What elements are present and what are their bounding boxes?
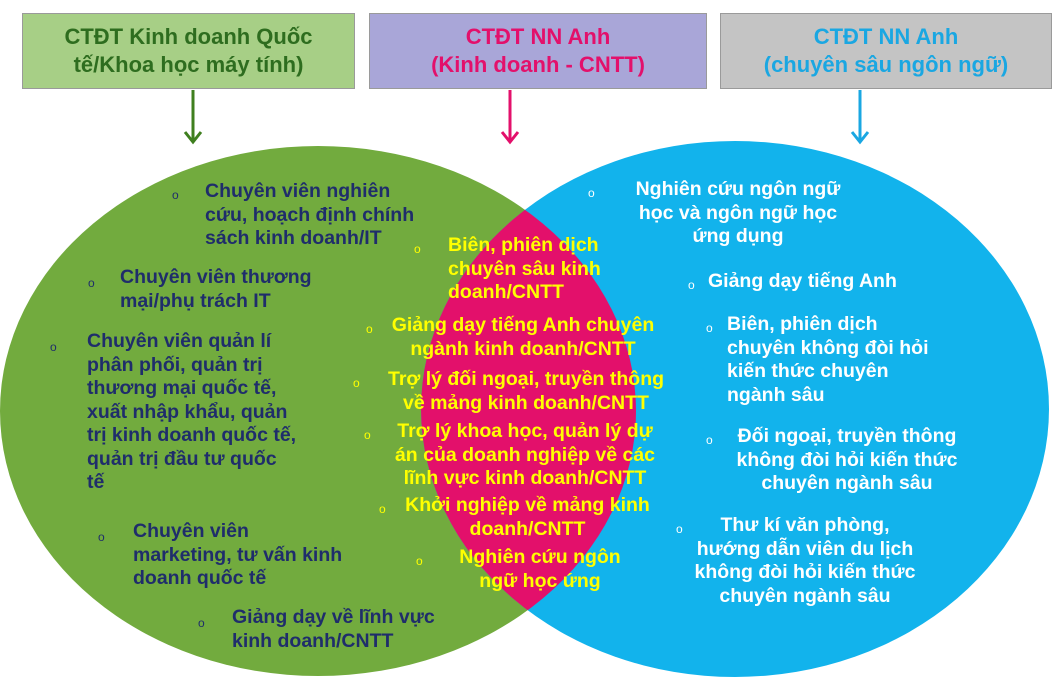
left-item bbox=[88, 266, 312, 313]
middle-item bbox=[364, 420, 680, 491]
item-line: Nghiên cứu ngôn ngữ bbox=[635, 178, 841, 200]
item-line: Chuyên viên thương bbox=[120, 266, 312, 288]
bullet-icon: o bbox=[364, 428, 371, 442]
middle-item bbox=[353, 368, 687, 415]
bullet-icon: o bbox=[379, 502, 386, 516]
item-line: mại/phụ trách IT bbox=[120, 289, 271, 312]
item-line: Chuyên viên bbox=[133, 520, 249, 542]
item-line: tế bbox=[87, 471, 105, 493]
item-line: quản trị đầu tư quốc bbox=[87, 447, 277, 470]
header-line-2: tế/Khoa học máy tính) bbox=[73, 52, 304, 77]
item-line: kiến thức chuyên bbox=[727, 360, 889, 382]
middle-item bbox=[366, 314, 668, 361]
bullet-icon: o bbox=[676, 522, 683, 536]
header-line-2: (chuyên sâu ngôn ngữ) bbox=[763, 52, 1009, 77]
item-line: Thư kí văn phòng, bbox=[720, 514, 890, 536]
bullet-icon: o bbox=[98, 530, 105, 544]
item-line: trị kinh doanh quốc tế, bbox=[87, 424, 297, 446]
arrow-down-middle-icon bbox=[502, 90, 518, 142]
item-line: Chuyên viên nghiên bbox=[205, 180, 391, 202]
bullet-icon: o bbox=[706, 433, 713, 447]
left-item bbox=[198, 606, 435, 653]
item-line: ngữ học ứng bbox=[479, 569, 601, 592]
bullet-icon: o bbox=[198, 616, 205, 630]
bullet-icon: o bbox=[50, 340, 57, 354]
item-line: kinh doanh/CNTT bbox=[232, 629, 394, 652]
item-line: về mảng kinh doanh/CNTT bbox=[403, 391, 649, 414]
header-line-1: CTĐT Kinh doanh Quốc bbox=[64, 24, 313, 49]
item-line: thương mại quốc tế, bbox=[87, 377, 277, 399]
left-item bbox=[172, 180, 415, 251]
item-line: chuyên ngành sâu bbox=[761, 472, 933, 494]
item-line: ngành kinh doanh/CNTT bbox=[410, 337, 636, 360]
item-line: ngành sâu bbox=[727, 383, 825, 406]
header-line-1: CTĐT NN Anh bbox=[465, 24, 611, 49]
item-line: Giảng dạy tiếng Anh chuyên bbox=[391, 314, 655, 336]
item-line: Trợ lý đối ngoại, truyền thông bbox=[387, 368, 665, 390]
item-line: không đòi hỏi kiến thức bbox=[694, 561, 916, 583]
left-item bbox=[98, 520, 343, 591]
right-item bbox=[588, 178, 860, 249]
item-line: doanh/CNTT bbox=[448, 281, 564, 303]
middle-item bbox=[416, 546, 640, 593]
right-item bbox=[688, 270, 897, 294]
item-line: phân phối, quản trị bbox=[87, 353, 263, 376]
item-line: Nghiên cứu ngôn bbox=[459, 546, 621, 568]
item-line: marketing, tư vấn kinh bbox=[133, 543, 343, 566]
item-line: Khởi nghiệp về mảng kinh bbox=[405, 494, 650, 516]
item-line: Đối ngoại, truyền thông bbox=[737, 425, 957, 447]
item-line: doanh/CNTT bbox=[469, 517, 586, 540]
item-line: không đòi hỏi kiến thức bbox=[736, 448, 958, 471]
right-item bbox=[676, 514, 934, 608]
item-line: sách kinh doanh/IT bbox=[205, 227, 382, 249]
item-line: cứu, hoạch định chính bbox=[205, 203, 415, 226]
item-line: xuất nhập khẩu, quản bbox=[87, 400, 288, 423]
item-line: Biên, phiên dịch bbox=[727, 313, 878, 335]
item-line: hướng dẫn viên du lịch bbox=[696, 537, 914, 560]
header-line-2: (Kinh doanh - CNTT) bbox=[431, 52, 645, 77]
bullet-icon: o bbox=[88, 276, 95, 290]
bullet-icon: o bbox=[172, 188, 179, 202]
item-line: Giảng dạy tiếng Anh bbox=[708, 270, 897, 292]
bullet-icon: o bbox=[366, 322, 373, 336]
item-line: án của doanh nghiệp về các bbox=[394, 443, 656, 466]
item-line: chuyên không đòi hỏi bbox=[727, 336, 929, 359]
bullet-icon: o bbox=[688, 278, 695, 292]
right-item bbox=[706, 313, 929, 407]
bullet-icon: o bbox=[588, 186, 595, 200]
right-item bbox=[706, 425, 976, 496]
bullet-icon: o bbox=[353, 376, 360, 390]
item-line: lĩnh vực kinh doanh/CNTT bbox=[403, 467, 647, 489]
bullet-icon: o bbox=[706, 321, 713, 335]
bullet-icon: o bbox=[414, 242, 421, 256]
item-line: doanh quốc tế bbox=[133, 567, 267, 589]
arrow-down-right-icon bbox=[852, 90, 868, 142]
arrow-down-left-icon bbox=[185, 90, 201, 142]
header-line-1: CTĐT NN Anh bbox=[813, 24, 959, 49]
item-line: Chuyên viên quản lí bbox=[87, 330, 272, 352]
item-line: ứng dụng bbox=[692, 225, 784, 247]
left-item bbox=[50, 330, 297, 495]
item-line: chuyên sâu kinh bbox=[448, 257, 601, 280]
item-line: học và ngôn ngữ học bbox=[638, 201, 838, 224]
item-line: Biên, phiên dịch bbox=[448, 234, 599, 256]
bullet-icon: o bbox=[416, 554, 423, 568]
item-line: Giảng dạy về lĩnh vực bbox=[232, 606, 435, 628]
item-line: Trợ lý khoa học, quản lý dự bbox=[397, 420, 653, 442]
item-line: chuyên ngành sâu bbox=[719, 584, 891, 607]
middle-item bbox=[414, 234, 601, 305]
middle-item bbox=[379, 494, 670, 541]
